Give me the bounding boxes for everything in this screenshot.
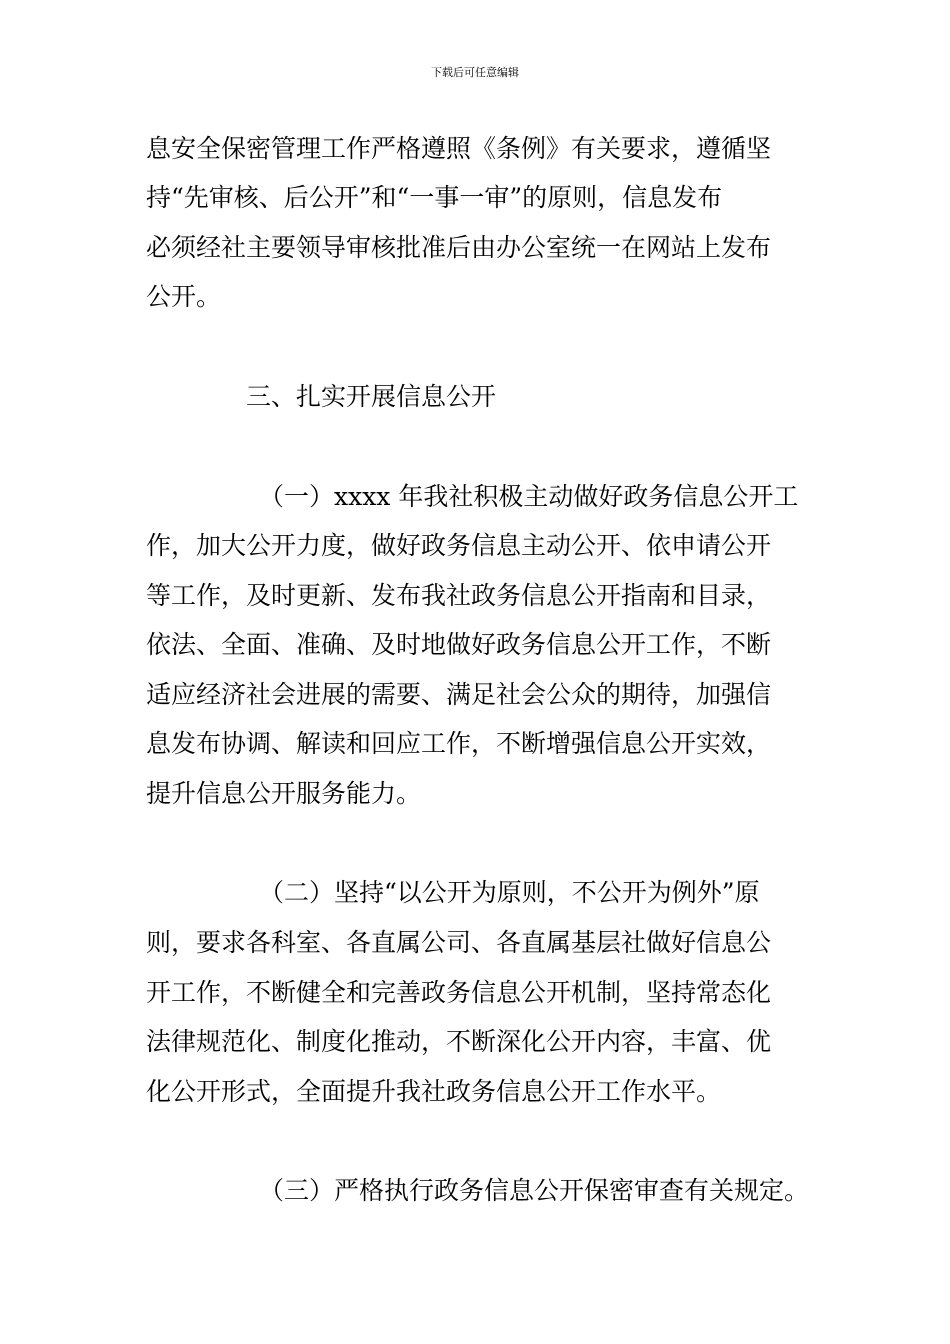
paragraph-line: 必须经社主要领导审核批准后由办公室统一在网站上发布 (146, 233, 772, 262)
paragraph-line: （一）xxxx 年我社积极主动做好政务信息公开工 (259, 482, 799, 511)
paragraph-line: 依法、全面、准确、及时地做好政务信息公开工作，不断 (146, 630, 772, 659)
paragraph-line: 化公开形式，全面提升我社政务信息公开工作水平。 (146, 1077, 722, 1106)
paragraph-line: 持“先审核、后公开”和“一事一审”的原则，信息发布 (146, 183, 723, 212)
page-header: 下载后可任意编辑 (431, 66, 519, 79)
paragraph-line: 法律规范化、制度化推动，不断深化公开内容，丰富、优 (146, 1027, 772, 1056)
paragraph-line: （二）坚持“以公开为原则，不公开为例外”原 (259, 878, 760, 907)
paragraph-line: 等工作，及时更新、发布我社政务信息公开指南和目录， (146, 581, 772, 610)
paragraph-line: 适应经济社会进展的需要、满足社会公众的期待，加强信 (146, 680, 772, 709)
paragraph-line: 提升信息公开服务能力。 (146, 779, 422, 808)
paragraph-line: 作，加大公开力度，做好政务信息主动公开、依申请公开 (146, 531, 772, 560)
paragraph-line: 公开。 (146, 282, 222, 311)
paragraph-line: 开工作，不断健全和完善政务信息公开机制，坚持常态化 (146, 978, 772, 1007)
paragraph-line: 息发布协调、解读和回应工作，不断增强信息公开实效， (146, 729, 772, 758)
paragraph-line: （三）严格执行政务信息公开保密审查有关规定。 (259, 1176, 810, 1205)
paragraph-line: 息安全保密管理工作严格遵照《条例》有关要求，遵循坚 (146, 134, 772, 163)
section-heading: 三、扎实开展信息公开 (246, 382, 497, 411)
paragraph-line: 则，要求各科室、各直属公司、各直属基层社做好信息公 (146, 928, 772, 957)
